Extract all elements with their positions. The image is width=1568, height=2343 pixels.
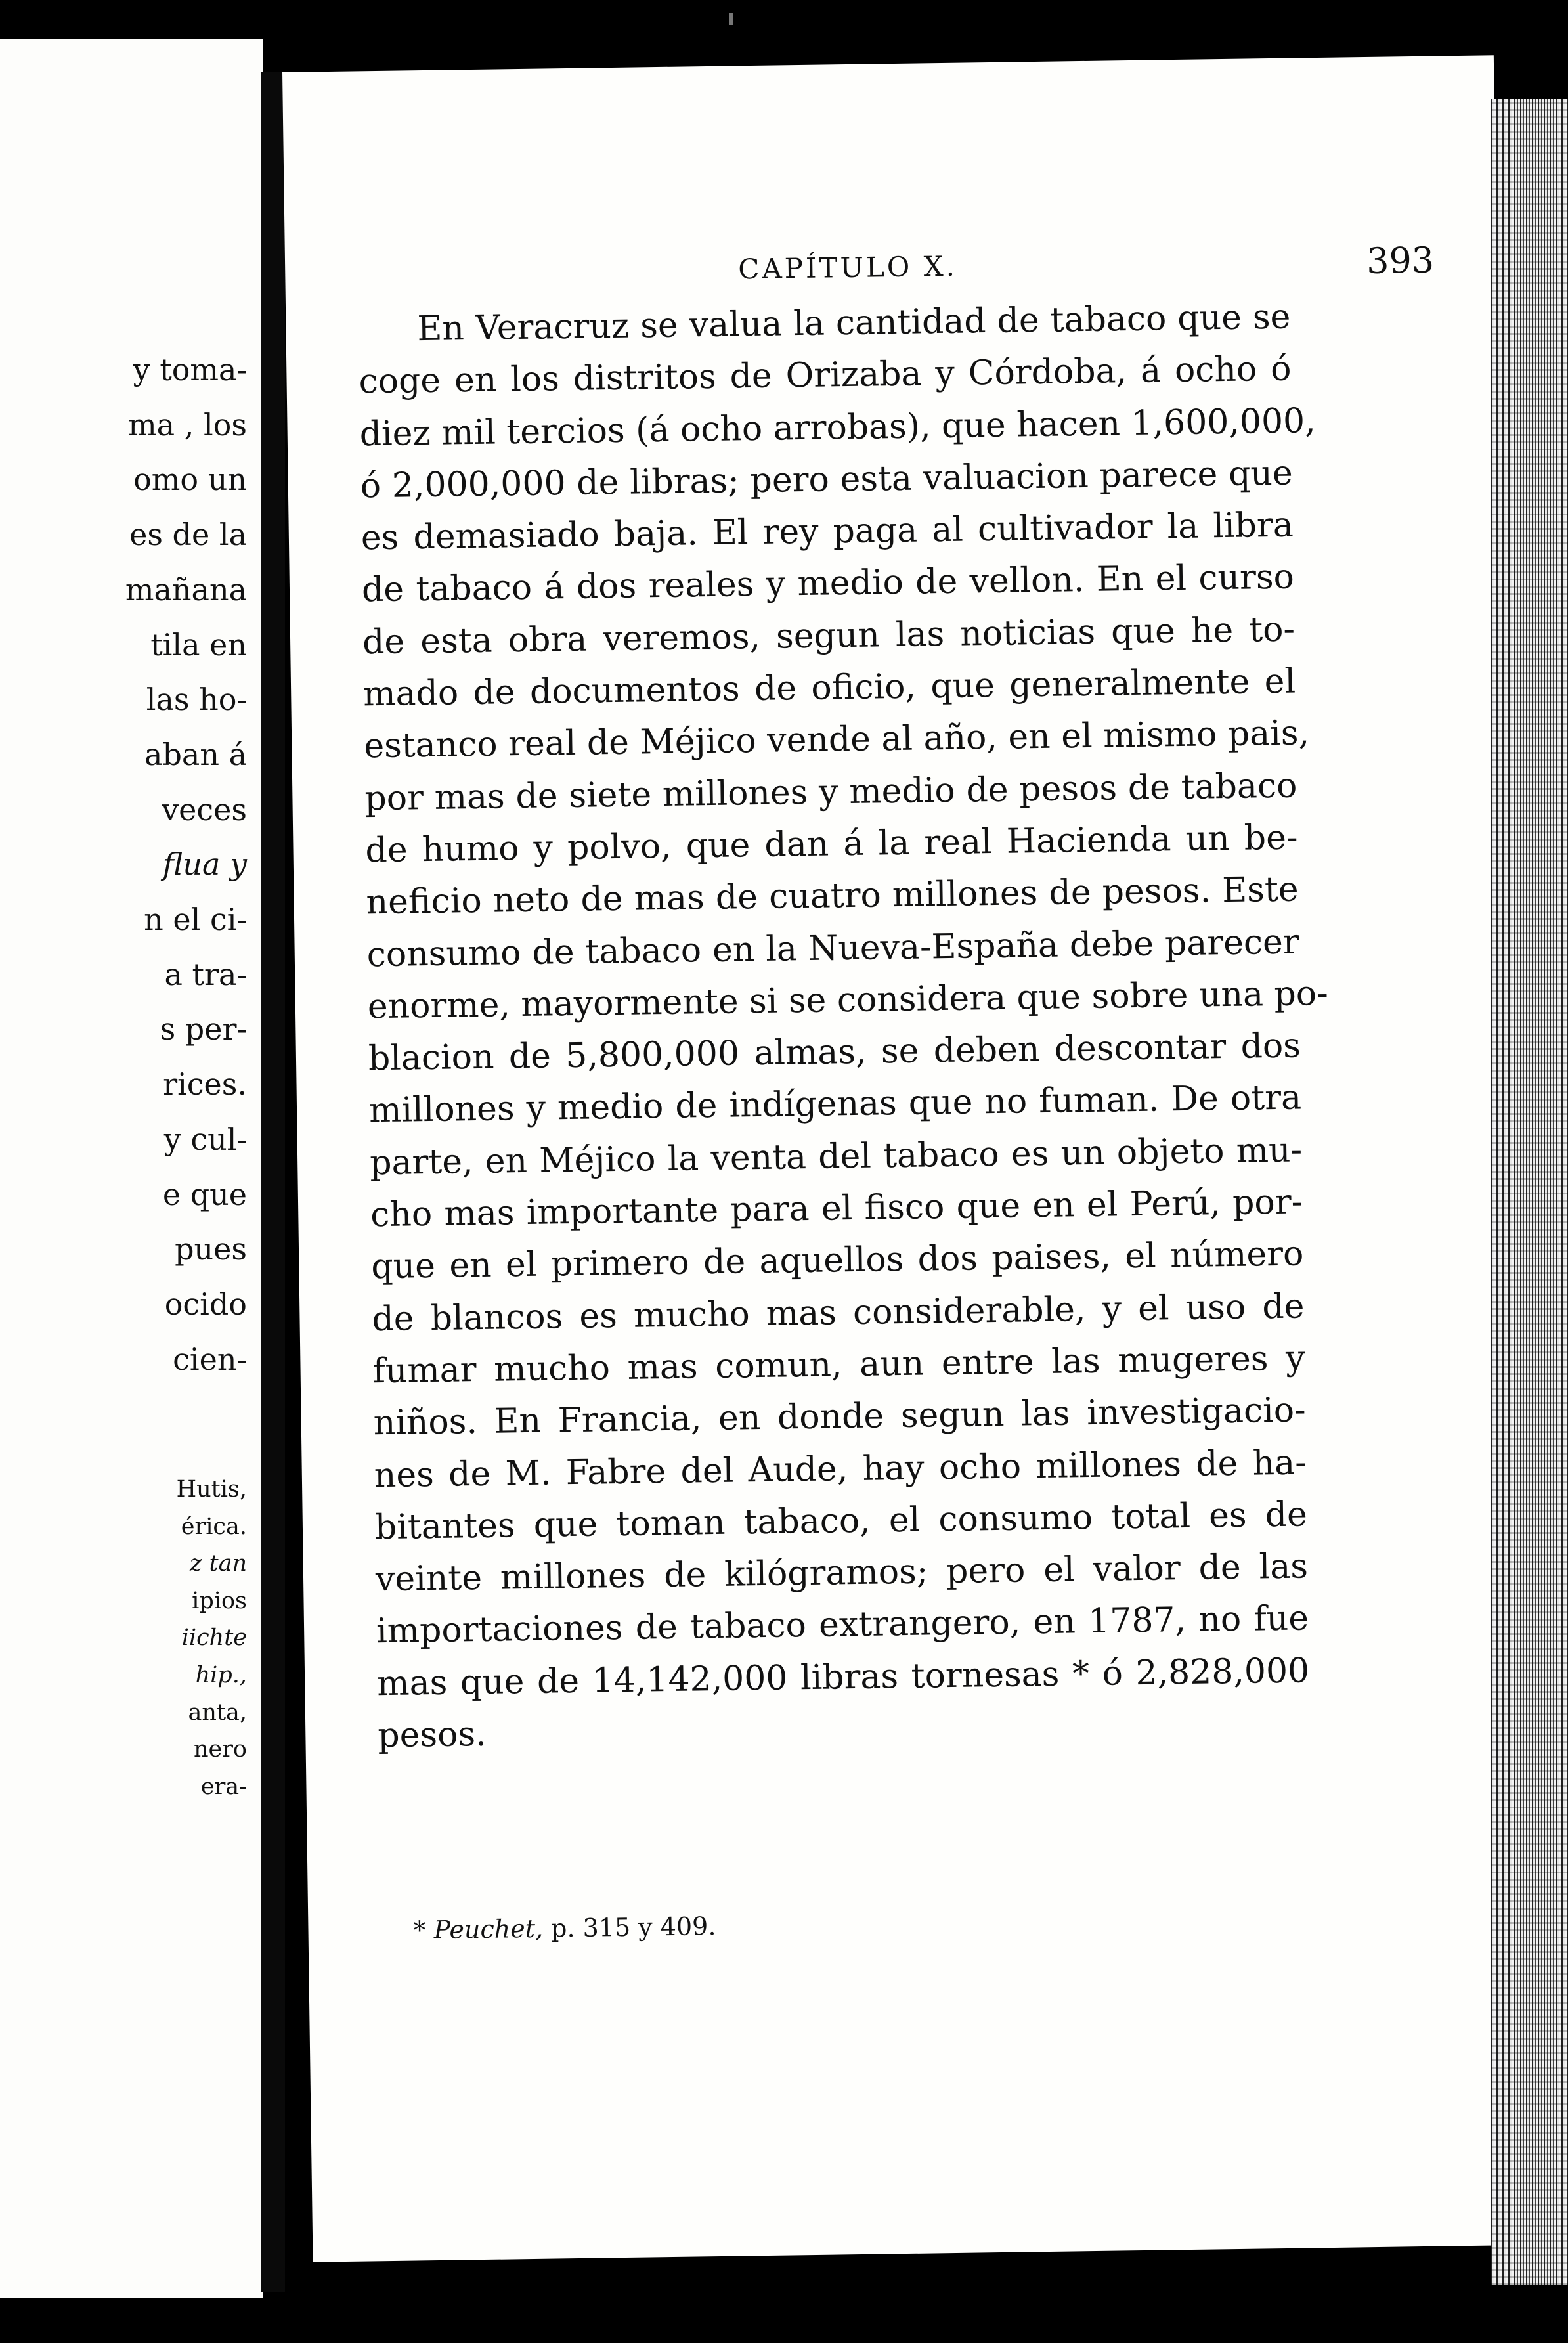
- footnote-reference: p. 315 y 409.: [550, 1912, 716, 1943]
- left-line: aban á: [144, 736, 247, 772]
- left-line: y toma-: [133, 352, 247, 387]
- text-line: bitantes que toman tabaco, el consumo total es de: [374, 1495, 1308, 1548]
- left-page-fragment: [0, 39, 263, 2298]
- footnote-author: Peuchet,: [433, 1914, 544, 1945]
- text-line: En Veracruz se valua la cantidad de tabaco que se: [417, 297, 1291, 349]
- left-line: s per-: [160, 1011, 247, 1047]
- text-line: es demasiado baja. El rey paga al cultivador la libra: [360, 505, 1294, 558]
- left-line: n el ci-: [144, 902, 247, 938]
- book-gutter: [261, 72, 285, 2292]
- left-line: a tra-: [164, 956, 247, 992]
- left-note-line: Hutis,: [176, 1476, 247, 1502]
- text-line: enorme, mayormente si se considera que sobre una po-: [367, 973, 1329, 1027]
- text-line: de esta obra veremos, segun las noticias que he to-: [362, 609, 1296, 663]
- page-stack-shading: [1491, 99, 1568, 2285]
- left-line: cien-: [173, 1341, 247, 1377]
- text-line: diez mil tercios (á ocho arrobas), que hacen 1,600,000,: [359, 401, 1317, 454]
- body-paragraph: [358, 292, 1329, 1763]
- left-line: mañana: [125, 571, 247, 607]
- text-line: parte, en Méjico la venta del tabaco es un objeto mu-: [369, 1130, 1303, 1183]
- text-line: veinte millones de kilógramos; pero el valor de las: [375, 1546, 1309, 1600]
- left-line: ma , los: [128, 406, 247, 443]
- text-line: consumo de tabaco en la Nueva-España debe parecer: [366, 922, 1300, 974]
- left-line: veces: [162, 791, 247, 827]
- text-line: niños. En Francia, en donde segun las investigacio-: [373, 1390, 1307, 1443]
- page-header: [737, 239, 1435, 293]
- left-note-line: érica.: [181, 1513, 247, 1540]
- left-note-line: ipios: [192, 1587, 247, 1614]
- left-line: y cul-: [163, 1121, 247, 1157]
- scan-mark: [729, 13, 733, 25]
- text-line: pesos.: [377, 1714, 487, 1756]
- left-note-line: z tan: [189, 1550, 247, 1577]
- left-line: e que: [162, 1176, 247, 1212]
- left-line: las ho-: [146, 682, 247, 718]
- text-line: ó 2,000,000 de libras; pero esta valuacion parece que: [360, 453, 1294, 506]
- running-head: CAPÍTULO X.: [737, 250, 958, 286]
- left-line: es de la: [129, 517, 247, 553]
- text-line: estanco real de Méjico vende al año, en el mismo pais,: [363, 713, 1310, 766]
- text-line: por mas de siete millones y medio de pesos de tabaco: [364, 766, 1297, 819]
- left-note-line: anta,: [188, 1699, 247, 1726]
- text-line: millones y medio de indígenas que no fuman. De otra: [368, 1078, 1302, 1131]
- text-line: que en el primero de aquellos dos paises, el número: [371, 1234, 1304, 1287]
- left-line: flua y: [162, 846, 247, 883]
- text-line: nes de M. Fabre del Aude, hay ocho millones de ha-: [374, 1442, 1307, 1495]
- left-line: rices.: [163, 1066, 247, 1103]
- text-line: de tabaco á dos reales y medio de vellon. En el curso: [361, 558, 1295, 610]
- text-line: de blancos es mucho mas considerable, y el uso de: [372, 1286, 1305, 1339]
- text-line: neficio neto de mas de cuatro millones de pesos. Este: [366, 869, 1299, 923]
- left-page-text: [125, 343, 247, 1387]
- text-line: coge en los distritos de Orizaba y Córdoba, á ocho ó: [359, 349, 1292, 402]
- text-line: fumar mucho mas comun, aun entre las mugeres y: [372, 1338, 1305, 1391]
- text-line: cho mas importante para el fisco que en el Perú, por-: [370, 1182, 1303, 1235]
- text-line: importaciones de tabaco extrangero, en 1787, no fue: [376, 1598, 1309, 1652]
- text-line: mado de documentos de oficio, que generalmente el: [362, 661, 1296, 714]
- text-line: mas que de 14,142,000 libras tornesas * ó 2,828,000: [376, 1651, 1310, 1703]
- page-number: 393: [1366, 239, 1435, 282]
- left-line: omo un: [133, 462, 247, 498]
- text-line: blacion de 5,800,000 almas, se deben descontar dos: [368, 1026, 1301, 1079]
- left-note-line: era-: [200, 1773, 247, 1800]
- left-note-line: nero: [193, 1736, 247, 1763]
- left-line: ocido: [164, 1286, 247, 1322]
- left-page-footnotes: [177, 1471, 247, 1805]
- left-line: tila en: [150, 626, 247, 663]
- left-note-line: hip.,: [195, 1661, 247, 1688]
- left-note-line: iichte: [181, 1625, 247, 1652]
- right-page: [282, 55, 1524, 2262]
- left-line: pues: [175, 1231, 247, 1267]
- footnote: [413, 1912, 716, 1944]
- text-line: de humo y polvo, que dan á la real Hacienda un be-: [365, 818, 1298, 871]
- footnote-marker: *: [413, 1916, 426, 1945]
